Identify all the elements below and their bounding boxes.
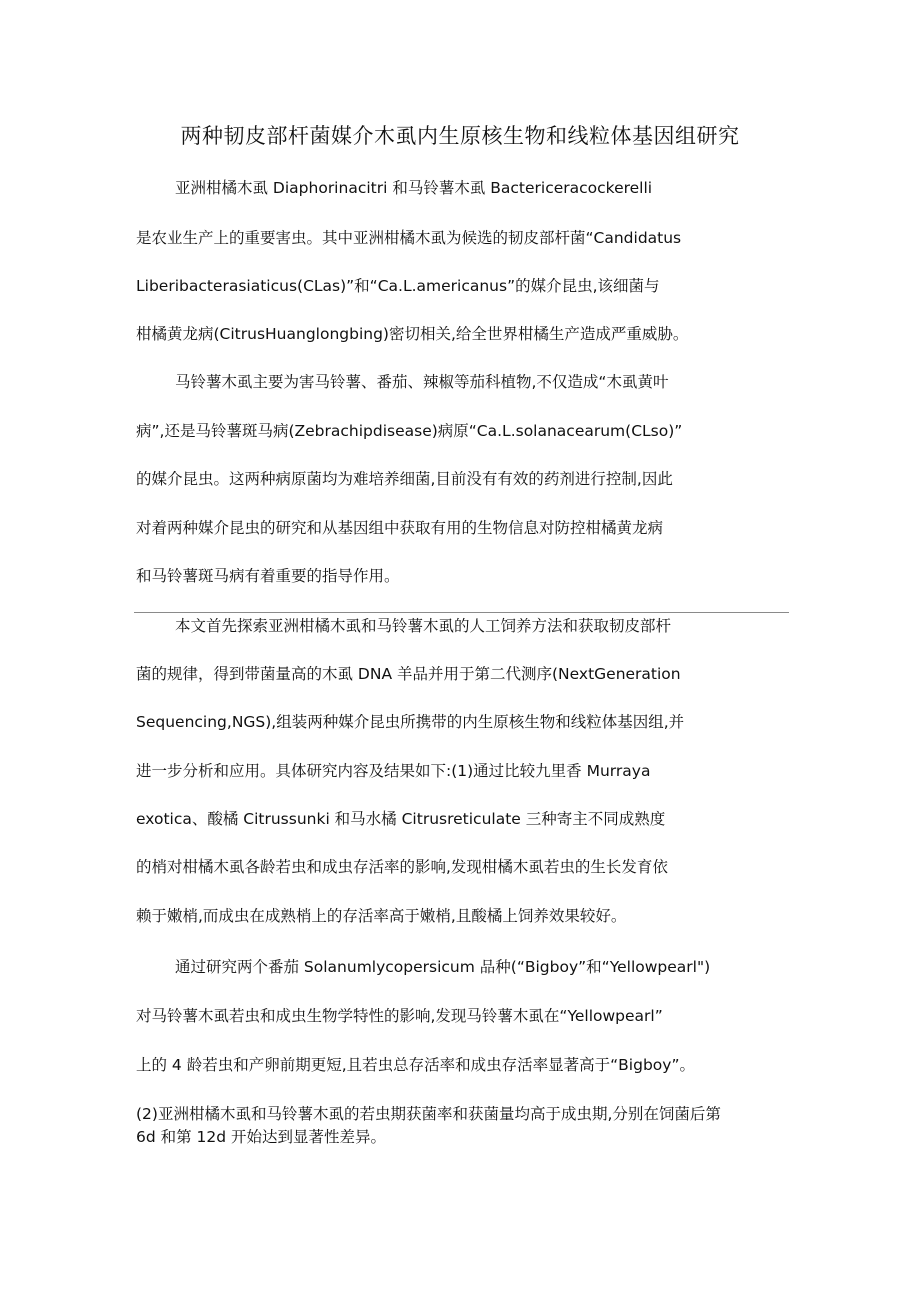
- paragraph-3-line-2: 菌的规律，得到带菌量高的木虱 DNA 羊品并用于第二代测序(NextGeneration: [136, 665, 681, 683]
- paragraph-5-line-2: 6d 和第 12d 开始达到显著性差异。: [136, 1128, 387, 1146]
- paragraph-3-line-7: 赖于嫩梢,而成虫在成熟梢上的存活率高于嫩梢,且酸橘上饲养效果较好。: [136, 907, 627, 925]
- paragraph-1-line-2: 是农业生产上的重要害虫。其中亚洲柑橘木虱为候选的韧皮部杆菌“Candidatus: [136, 229, 682, 247]
- document-title: 两种韧皮部杆菌媒介木虱内生原核生物和线粒体基因组研究: [180, 124, 740, 148]
- paragraph-1-line-3: Liberibacterasiaticus(CLas)”和“Ca.L.americanus”的媒介昆虫,该细菌与: [136, 277, 660, 295]
- paragraph-2-line-4: 对着两种媒介昆虫的研究和从基因组中获取有用的生物信息对防控柑橘黄龙病: [136, 519, 664, 537]
- paragraph-3-line-6: 的梢对柑橘木虱各龄若虫和成虫存活率的影响,发现柑橘木虱若虫的生长发育依: [136, 858, 668, 876]
- paragraph-4-line-1: 通过研究两个番茄 Solanumlycopersicum 品种(“Bigboy”和“Yellowpearl"): [175, 958, 711, 976]
- paragraph-4-line-3: 上的 4 龄若虫和产卵前期更短,且若虫总存活率和成虫存活率显著高于“Bigboy”。: [136, 1056, 695, 1074]
- paragraph-3-line-1: 本文首先探索亚洲柑橘木虱和马铃薯木虱的人工饲养方法和获取韧皮部杆: [175, 617, 672, 635]
- paragraph-2-line-3: 的媒介昆虫。这两种病原菌均为难培养细菌,目前没有有效的药剂进行控制,因此: [136, 470, 673, 488]
- paragraph-2-line-2: 病”,还是马铃薯斑马病(Zebrachipdisease)病原“Ca.L.solanacearum(CLso)”: [136, 422, 683, 440]
- paragraph-3-line-3: Sequencing,NGS),组装两种媒介昆虫所携带的内生原核生物和线粒体基因组,并: [136, 713, 685, 731]
- paragraph-1-line-4: 柑橘黄龙病(CitrusHuanglongbing)密切相关,给全世界柑橘生产造成严重威胁。: [136, 325, 689, 343]
- paragraph-3-line-5: exotica、酸橘 Citrussunki 和马水橘 Citrusreticulate 三种寄主不同成熟度: [136, 810, 666, 828]
- paragraph-2-line-5: 和马铃薯斑马病有着重要的指导作用。: [136, 567, 400, 585]
- horizontal-divider: [134, 612, 789, 613]
- paragraph-3-line-4: 进一步分析和应用。具体研究内容及结果如下:(1)通过比较九里香 Murraya: [136, 762, 651, 780]
- paragraph-2-line-1: 马铃薯木虱主要为害马铃薯、番茄、辣椒等茄科植物,不仅造成“木虱黄叶: [175, 373, 669, 391]
- paragraph-4-line-2: 对马铃薯木虱若虫和成虫生物学特性的影响,发现马铃薯木虱在“Yellowpearl”: [136, 1007, 663, 1025]
- paragraph-5-line-1: (2)亚洲柑橘木虱和马铃薯木虱的若虫期获菌率和获菌量均高于成虫期,分别在饲菌后第: [136, 1105, 721, 1123]
- paragraph-1-line-1: 亚洲柑橘木虱 Diaphorinacitri 和马铃薯木虱 Bactericeracockerelli: [175, 179, 653, 197]
